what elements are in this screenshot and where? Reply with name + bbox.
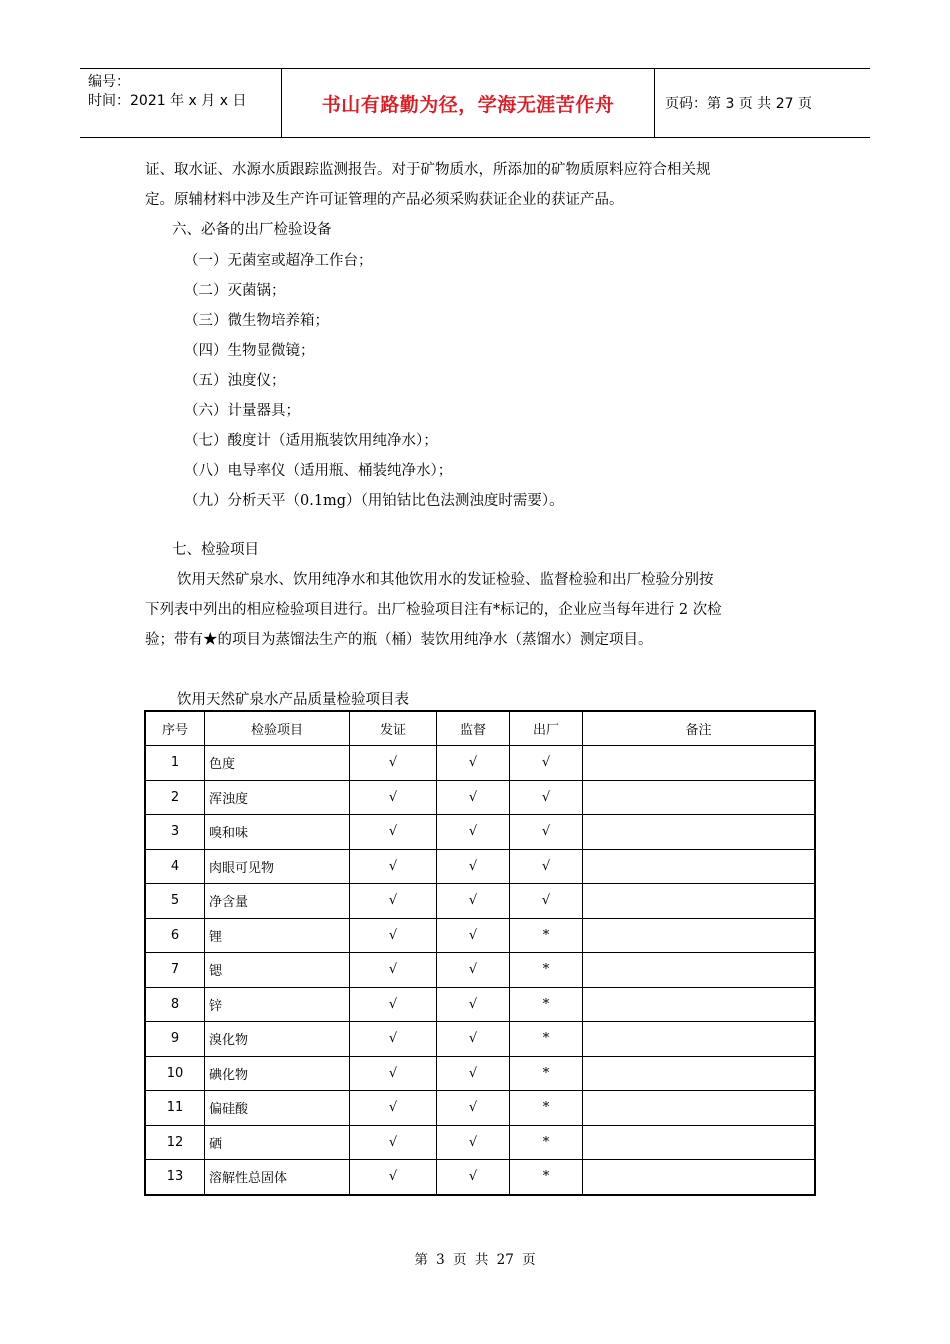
cell-note	[583, 987, 816, 1022]
equipment-item: （一）无菌室或超净工作台；	[184, 253, 373, 269]
table-row	[145, 746, 815, 781]
cell-no: 4	[145, 849, 205, 884]
page-header	[80, 68, 870, 138]
cell-note	[583, 780, 816, 815]
cell-factory: √	[510, 849, 583, 884]
cell-supervision: √	[437, 1091, 510, 1126]
cell-no: 13	[145, 1160, 205, 1195]
cell-item: 锌	[205, 987, 350, 1022]
cell-factory: *	[510, 987, 583, 1022]
equipment-item: （八）电导率仪（适用瓶、桶装纯净水）；	[184, 463, 453, 479]
cell-item: 色度	[205, 746, 350, 781]
inspection-items-table	[144, 710, 816, 1196]
col-header-note: 备注	[583, 711, 816, 746]
paragraph-line: 饮用天然矿泉水、饮用纯净水和其他饮用水的发证检验、监督检验和出厂检验分别按	[177, 572, 714, 588]
cell-license: √	[350, 1056, 437, 1091]
cell-supervision: √	[437, 918, 510, 953]
cell-note	[583, 918, 816, 953]
cell-item: 嗅和味	[205, 815, 350, 850]
cell-supervision: √	[437, 1125, 510, 1160]
cell-factory: √	[510, 884, 583, 919]
table-row	[145, 1091, 815, 1126]
cell-license: √	[350, 815, 437, 850]
equipment-item: （七）酸度计（适用瓶装饮用纯净水）；	[184, 433, 438, 449]
col-header-factory: 出厂	[510, 711, 583, 746]
cell-item: 偏硅酸	[205, 1091, 350, 1126]
cell-factory: *	[510, 953, 583, 988]
cell-note	[583, 953, 816, 988]
cell-factory: *	[510, 1125, 583, 1160]
cell-supervision: √	[437, 884, 510, 919]
cell-note	[583, 1091, 816, 1126]
cell-no: 3	[145, 815, 205, 850]
table-row	[145, 1125, 815, 1160]
cell-note	[583, 815, 816, 850]
cell-factory: *	[510, 1056, 583, 1091]
header-meta	[80, 69, 282, 137]
section-heading: 七、检验项目	[172, 542, 259, 558]
table-row	[145, 884, 815, 919]
cell-no: 9	[145, 1022, 205, 1057]
cell-no: 11	[145, 1091, 205, 1126]
cell-note	[583, 1022, 816, 1057]
cell-factory: *	[510, 1022, 583, 1057]
cell-no: 2	[145, 780, 205, 815]
cell-note	[583, 746, 816, 781]
table-title: 饮用天然矿泉水产品质量检验项目表	[177, 692, 409, 708]
cell-factory: √	[510, 780, 583, 815]
equipment-item: （三）微生物培养箱；	[184, 313, 329, 329]
cell-license: √	[350, 987, 437, 1022]
table-row	[145, 1022, 815, 1057]
section-heading: 六、必备的出厂检验设备	[172, 222, 332, 238]
table-row	[145, 849, 815, 884]
cell-item: 浑浊度	[205, 780, 350, 815]
cell-no: 7	[145, 953, 205, 988]
cell-no: 5	[145, 884, 205, 919]
cell-no: 6	[145, 918, 205, 953]
cell-item: 净含量	[205, 884, 350, 919]
cell-license: √	[350, 918, 437, 953]
cell-factory: √	[510, 746, 583, 781]
cell-no: 8	[145, 987, 205, 1022]
cell-supervision: √	[437, 1056, 510, 1091]
cell-note	[583, 1160, 816, 1195]
table-header-row	[145, 711, 815, 746]
cell-no: 12	[145, 1125, 205, 1160]
table-body	[145, 746, 815, 1195]
cell-license: √	[350, 1091, 437, 1126]
equipment-item: （九）分析天平（0.1mg）（用铂钴比色法测浊度时需要）。	[184, 493, 564, 509]
cell-no: 10	[145, 1056, 205, 1091]
cell-factory: *	[510, 1091, 583, 1126]
col-header-supervision: 监督	[437, 711, 510, 746]
cell-note	[583, 1056, 816, 1091]
equipment-item: （六）计量器具；	[184, 403, 300, 419]
cell-no: 1	[145, 746, 205, 781]
equipment-item: （四）生物显微镜；	[184, 343, 315, 359]
cell-item: 锶	[205, 953, 350, 988]
cell-license: √	[350, 953, 437, 988]
cell-license: √	[350, 780, 437, 815]
cell-item: 碘化物	[205, 1056, 350, 1091]
cell-factory: √	[510, 815, 583, 850]
table-row	[145, 1160, 815, 1195]
cell-license: √	[350, 849, 437, 884]
paragraph-line: 下列表中列出的相应检验项目进行。出厂检验项目注有*标记的，企业应当每年进行 2 次检	[145, 602, 722, 618]
cell-item: 硒	[205, 1125, 350, 1160]
cell-supervision: √	[437, 746, 510, 781]
cell-license: √	[350, 1125, 437, 1160]
cell-note	[583, 1125, 816, 1160]
cell-factory: *	[510, 918, 583, 953]
cell-license: √	[350, 746, 437, 781]
cell-supervision: √	[437, 1160, 510, 1195]
cell-license: √	[350, 1022, 437, 1057]
cell-item: 肉眼可见物	[205, 849, 350, 884]
cell-item: 锂	[205, 918, 350, 953]
cell-note	[583, 884, 816, 919]
col-header-item: 检验项目	[205, 711, 350, 746]
cell-supervision: √	[437, 780, 510, 815]
equipment-item: （二）灭菌锅；	[184, 283, 286, 299]
cell-item: 溴化物	[205, 1022, 350, 1057]
table-row	[145, 780, 815, 815]
cell-supervision: √	[437, 815, 510, 850]
header-page-info: 页码：第 3 页 共 27 页	[665, 96, 812, 112]
header-motto: 书山有路勤为径，学海无涯苦作舟	[321, 93, 615, 116]
cell-note	[583, 849, 816, 884]
cell-supervision: √	[437, 849, 510, 884]
cell-supervision: √	[437, 1022, 510, 1057]
cell-factory: *	[510, 1160, 583, 1195]
header-motto-cell	[282, 69, 655, 137]
cell-license: √	[350, 884, 437, 919]
col-header-license: 发证	[350, 711, 437, 746]
table-row	[145, 918, 815, 953]
paragraph-line: 定。原辅材料中涉及生产许可证管理的产品必须采购获证企业的获证产品。	[145, 192, 624, 208]
table-row	[145, 953, 815, 988]
cell-supervision: √	[437, 953, 510, 988]
paragraph-line: 验；带有★的项目为蒸馏法生产的瓶（桶）装饮用纯净水（蒸馏水）测定项目。	[145, 632, 653, 648]
cell-license: √	[350, 1160, 437, 1195]
page-footer: 第 3 页 共 27 页	[414, 1252, 536, 1268]
paragraph-line: 证、取水证、水源水质跟踪监测报告。对于矿物质水，所添加的矿物质原料应符合相关规	[145, 162, 711, 178]
table-row	[145, 987, 815, 1022]
table-row	[145, 815, 815, 850]
doc-number-label: 编号：	[88, 74, 130, 90]
col-header-no: 序号	[145, 711, 205, 746]
equipment-item: （五）浊度仪；	[184, 373, 286, 389]
table-row	[145, 1056, 815, 1091]
cell-supervision: √	[437, 987, 510, 1022]
cell-item: 溶解性总固体	[205, 1160, 350, 1195]
doc-time-label: 时间：2021 年 x 月 x 日	[88, 93, 247, 109]
